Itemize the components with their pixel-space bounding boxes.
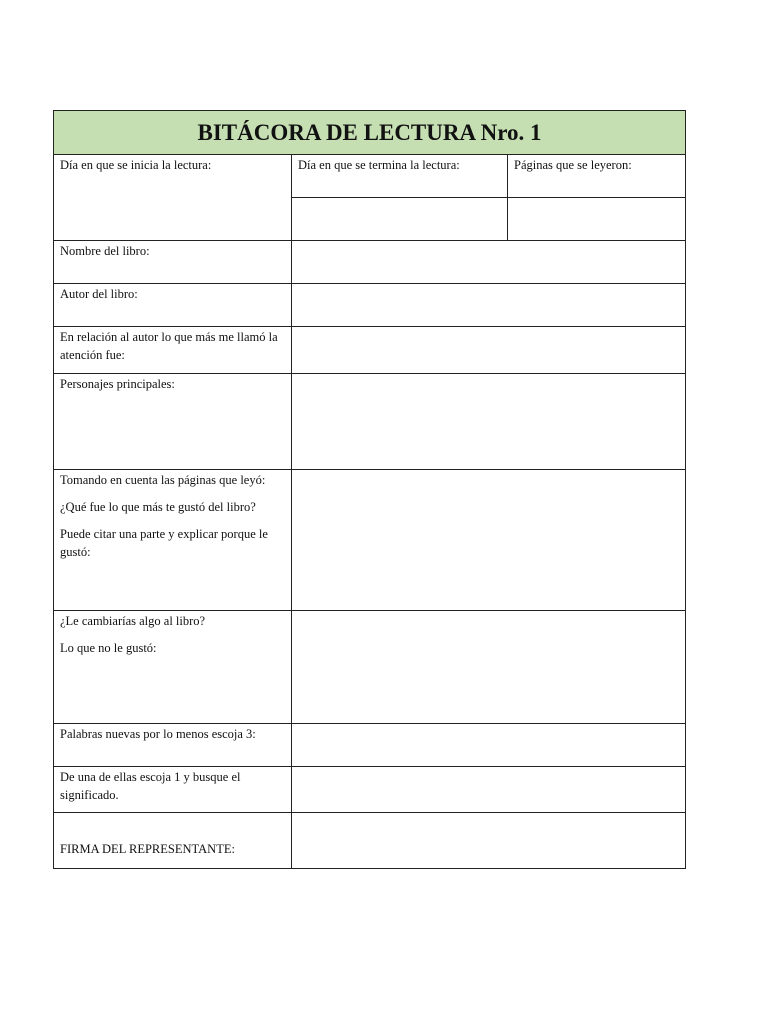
change-question-text: ¿Le cambiarías algo al libro? [60,614,206,628]
meaning-label: De una de ellas escoja 1 y busque el significado. [60,770,241,802]
book-name-field[interactable] [292,241,686,284]
meaning-field[interactable] [292,767,686,813]
book-author-field[interactable] [292,284,686,327]
change-field[interactable] [292,611,686,724]
book-name-label-cell [54,241,292,284]
signature-label-cell [54,813,292,869]
start-day-cell[interactable] [54,155,292,241]
end-day-label: Día en que se termina la lectura: [298,158,460,172]
pages-read-label: Páginas que se leyeron: [514,158,632,172]
liked-field[interactable] [292,470,686,611]
book-name-label: Nombre del libro: [60,244,150,258]
book-author-label: Autor del libro: [60,287,138,301]
author-attention-label-cell [54,327,292,374]
start-day-label: Día en que se inicia la lectura: [60,158,212,172]
liked-label-cell [54,470,292,611]
main-characters-label-cell [54,374,292,470]
disliked-text: Lo que no le gustó: [60,641,157,655]
end-day-label-cell [292,155,508,198]
end-day-field[interactable] [292,198,508,241]
pages-read-label-cell [508,155,686,198]
meaning-label-cell [54,767,292,813]
new-words-label: Palabras nuevas por lo menos escoja 3: [60,727,256,741]
main-characters-field[interactable] [292,374,686,470]
author-attention-field[interactable] [292,327,686,374]
pages-read-field[interactable] [508,198,686,241]
form-title: BITÁCORA DE LECTURA Nro. 1 [54,111,686,155]
signature-field[interactable] [292,813,686,869]
change-label-cell [54,611,292,724]
reading-log-table [53,110,686,869]
new-words-field[interactable] [292,724,686,767]
liked-quote-text: Puede citar una parte y explicar porque le gustó: [60,527,268,559]
new-words-label-cell [54,724,292,767]
signature-label: FIRMA DEL REPRESENTANTE: [60,842,235,856]
liked-question-text: ¿Qué fue lo que más te gustó del libro? [60,500,256,514]
main-characters-label: Personajes principales: [60,377,175,391]
author-attention-label: En relación al autor lo que más me llamó la atención fue: [60,330,278,362]
book-author-label-cell [54,284,292,327]
liked-intro-text: Tomando en cuenta las páginas que leyó: [60,473,266,487]
